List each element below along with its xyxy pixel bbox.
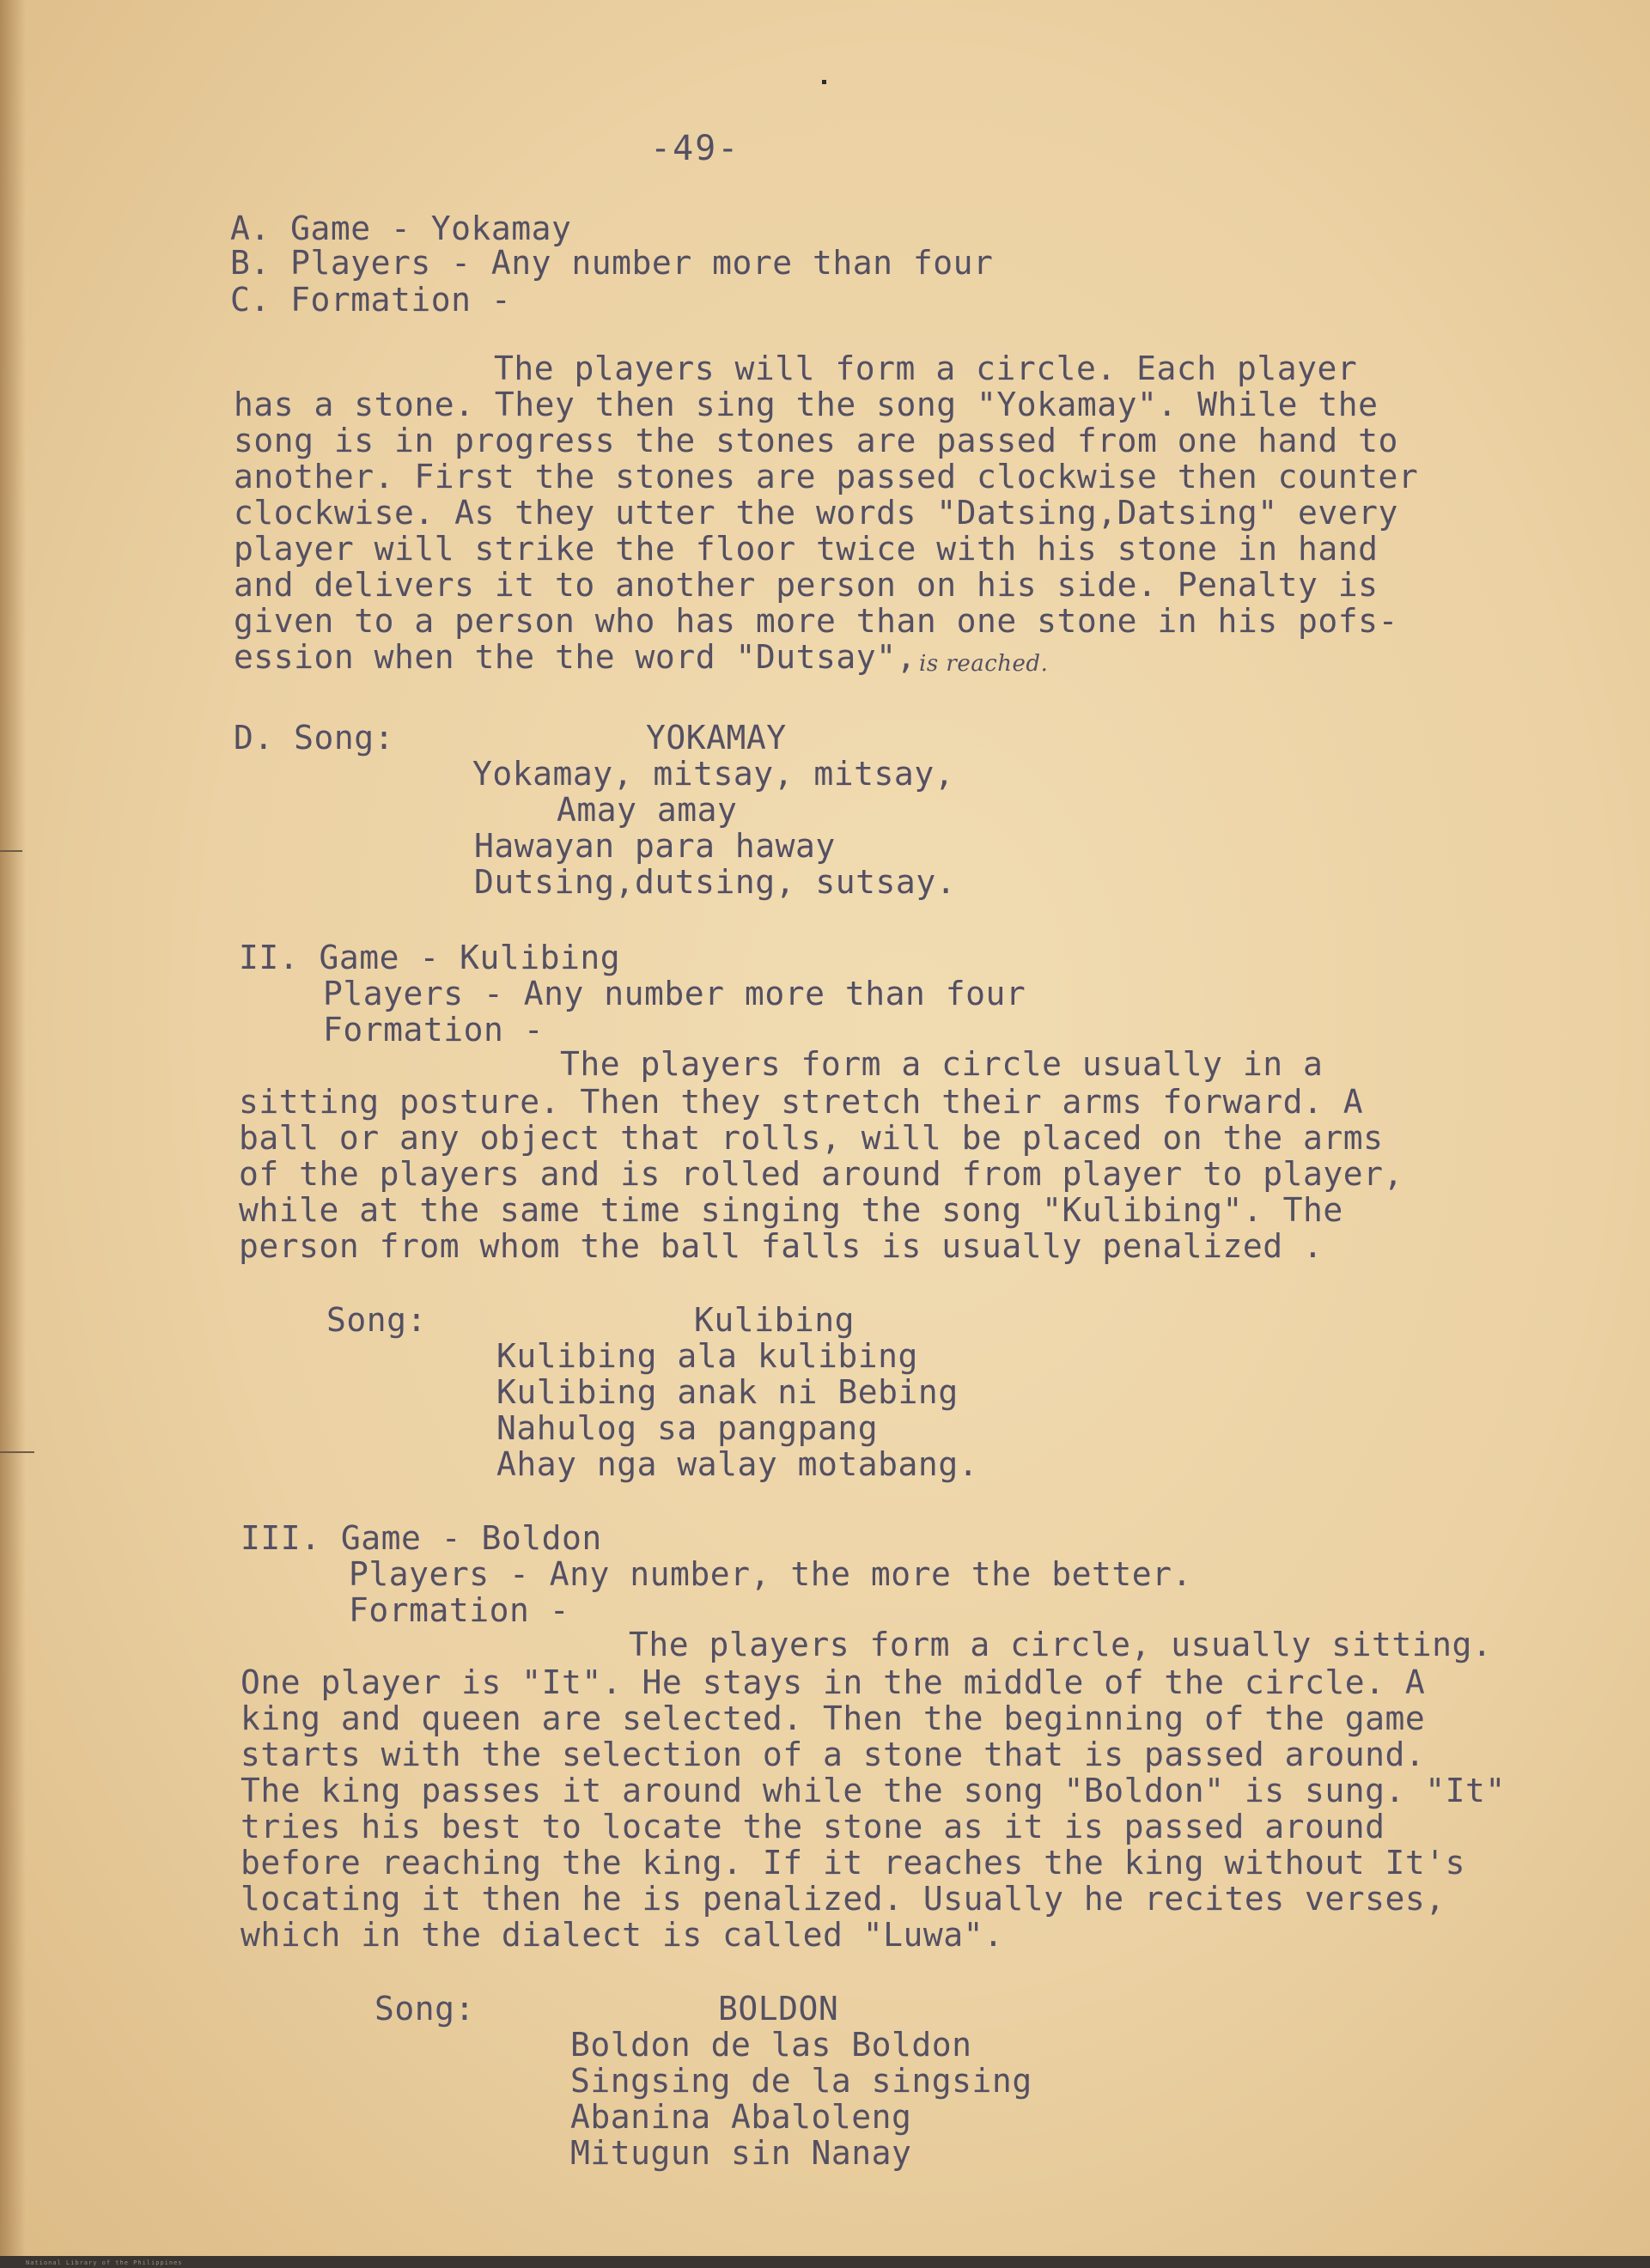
page-number: -49- [650,129,740,168]
players-line: Players - Any number, the more the better. [349,1555,1192,1593]
margin-mark [0,850,22,852]
paragraph-line: before reaching the king. If it reaches the king without It's [240,1844,1466,1882]
song-line: Yokamay, mitsay, mitsay, [472,755,955,793]
formation-line: C. Formation - [230,281,512,319]
players-line: Players - Any number more than four [323,975,1026,1012]
song-line: Nahulog sa pangpang [496,1409,879,1447]
paragraph-line: given to a person who has more than one stone in his pofs- [234,602,1398,640]
paragraph-line: has a stone. They then sing the song "Yokamay". While the [234,386,1379,423]
song-line: Dutsing,dutsing, sutsay. [474,863,957,901]
players-line: B. Players - Any number more than four [230,244,994,282]
punch-mark [822,80,826,84]
song-line: Kulibing anak ni Bebing [496,1373,959,1411]
paragraph-line: starts with the selection of a stone that is passed around. [240,1736,1426,1773]
paragraph-line: The players form a circle, usually sitting. [629,1626,1493,1663]
paragraph-line: person from whom the ball falls is usually penalized . [239,1227,1324,1265]
song-line: Mitugun sin Nanay [570,2134,912,2172]
page-edge-shadow [0,0,26,2268]
margin-mark [0,1451,34,1453]
formation-line: Formation - [349,1591,570,1629]
game-heading: II. Game - Kulibing [239,939,621,976]
footer-stamp: National Library of the Philippines [26,2259,183,2266]
paragraph-line: The players will form a circle. Each player [494,350,1358,387]
paragraph-line: clockwise. As they utter the words "Datsing,Datsing" every [234,494,1398,532]
paragraph-line: tries his best to locate the stone as it is passed around [240,1808,1385,1845]
song-label: Song: [374,1990,475,2028]
paragraph-line: of the players and is rolled around from player to player, [239,1155,1403,1193]
paragraph-line: ession when the the word "Dutsay", [234,638,916,676]
paragraph-line: which in the dialect is called "Luwa". [240,1916,1004,1954]
paragraph-line: and delivers it to another person on his side. Penalty is [234,566,1379,604]
song-line: Boldon de las Boldon [570,2026,972,2064]
paragraph-line: ball or any object that rolls, will be placed on the arms [239,1119,1384,1157]
paragraph-line: while at the same time singing the song "Kulibing". The [239,1191,1343,1229]
song-label: D. Song: [234,719,395,757]
song-title: Kulibing [694,1301,855,1339]
song-line: Abanina Abaloleng [570,2098,912,2136]
paragraph-line: The king passes it around while the song "Boldon" is sung. "It" [240,1772,1506,1809]
paragraph-line: song is in progress the stones are passed from one hand to [234,422,1398,459]
scan-bottom-edge [0,2256,1650,2268]
paragraph-line: king and queen are selected. Then the beginning of the game [240,1699,1426,1737]
song-title: BOLDON [718,1990,839,2028]
game-heading: III. Game - Boldon [240,1519,602,1557]
song-line: Singsing de la singsing [570,2062,1032,2100]
game-heading: A. Game - Yokamay [230,210,572,247]
paragraph-line: locating it then he is penalized. Usually he recites verses, [240,1880,1446,1918]
song-line: Amay amay [557,791,738,829]
paragraph-line: The players form a circle usually in a [560,1045,1324,1083]
paragraph-line: player will strike the floor twice with his stone in hand [234,530,1379,568]
song-title: YOKAMAY [646,719,787,757]
handwritten-note: is reached. [919,651,1049,677]
song-line: Kulibing ala kulibing [496,1337,918,1375]
paragraph-line: sitting posture. Then they stretch their arms forward. A [239,1083,1364,1121]
song-line: Ahay nga walay motabang. [496,1445,979,1483]
paragraph-line: another. First the stones are passed clockwise then counter [234,458,1419,496]
song-line: Hawayan para haway [474,827,836,865]
paragraph-line: One player is "It". He stays in the middle of the circle. A [240,1663,1426,1701]
song-label: Song: [326,1301,427,1339]
formation-line: Formation - [323,1011,545,1049]
